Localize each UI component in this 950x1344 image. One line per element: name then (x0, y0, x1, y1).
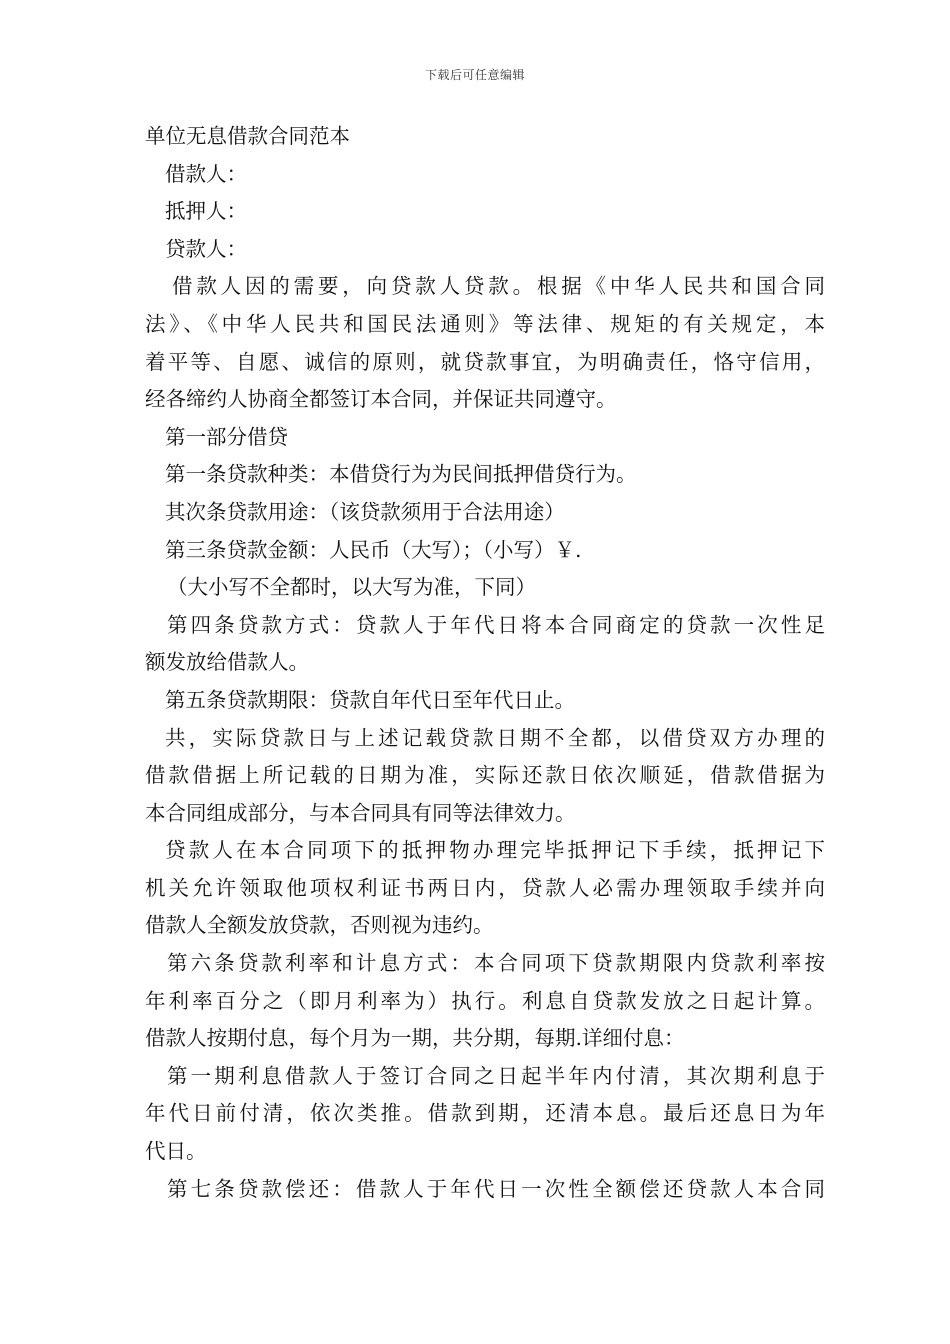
article-3-note: （大小写不全都时，以大写为准，下同） (167, 575, 536, 600)
document-title: 单位无息借款合同范本 (145, 124, 350, 148)
document-body (145, 118, 825, 1208)
interest-schedule-line-1: 第一期利息借款人于签订合同之日起半年内付清，其次期利息于 (167, 1063, 825, 1088)
article-5-detail-line-1: 共，实际贷款日与上述记载贷款日期不全都，以借贷双方办理的 (165, 725, 825, 750)
preamble-line-3: 着平等、自愿、诚信的原则，就贷款事宜，为明确责任，恪守信用， (145, 349, 825, 374)
article-5-detail-line-3: 本合同组成部分，与本合同具有同等法律效力。 (145, 800, 576, 825)
article-5-detail-line-2: 借款借据上所记载的日期为准，实际还款日依次顺延，借款借据为 (145, 763, 825, 788)
article-3-line: 第三条贷款金额：人民币（大写）；（小写）￥. (165, 537, 582, 562)
article-6-line-2: 年利率百分之（即月利率为）执行。利息自贷款发放之日起计算。 (145, 988, 825, 1013)
article-4-line-1: 第四条贷款方式：贷款人于年代日将本合同商定的贷款一次性足 (167, 612, 825, 637)
article-1-line: 第一条贷款种类：本借贷行为为民间抵押借贷行为。 (165, 462, 637, 487)
mortgage-clause-line-1: 贷款人在本合同项下的抵押物办理完毕抵押记下手续，抵押记下 (165, 838, 825, 863)
article-5-line: 第五条贷款期限：贷款自年代日至年代日止。 (165, 687, 575, 712)
article-6-line-3: 借款人按期付息，每个月为一期，共分期，每期.详细付息： (145, 1026, 685, 1051)
lender-line: 贷款人： (165, 236, 247, 261)
preamble-line-2: 法》、《中华人民共和国民法通则》等法律、规矩的有关规定，本 (145, 311, 825, 336)
mortgage-clause-line-2: 机关允许领取他项权利证书两日内，贷款人必需办理领取手续并向 (145, 875, 825, 900)
section-heading: 第一部分借贷 (165, 424, 288, 449)
mortgagor-line: 抵押人： (165, 199, 247, 224)
article-2-line: 其次条贷款用途：（该贷款须用于合法用途） (165, 499, 565, 524)
interest-schedule-line-3: 代日。 (145, 1139, 207, 1164)
preamble-line-1: 借款人因的需要，向贷款人贷款。根据《中华人民共和国合同 (172, 274, 825, 299)
article-7-line-1: 第七条贷款偿还：借款人于年代日一次性全额偿还贷款人本合同 (167, 1176, 825, 1201)
borrower-line: 借款人： (165, 161, 247, 186)
page-header-note: 下载后可任意编辑 (424, 68, 525, 82)
interest-schedule-line-2: 年代日前付清，依次类推。借款到期，还清本息。最后还息日为年 (145, 1101, 825, 1126)
preamble-line-4: 经各缔约人协商全都签订本合同，并保证共同遵守。 (145, 387, 617, 412)
article-6-line-1: 第六条贷款利率和计息方式：本合同项下贷款期限内贷款利率按 (167, 951, 825, 976)
mortgage-clause-line-3: 借款人全额发放贷款，否则视为违约。 (145, 913, 494, 938)
article-4-line-2: 额发放给借款人。 (145, 650, 309, 675)
